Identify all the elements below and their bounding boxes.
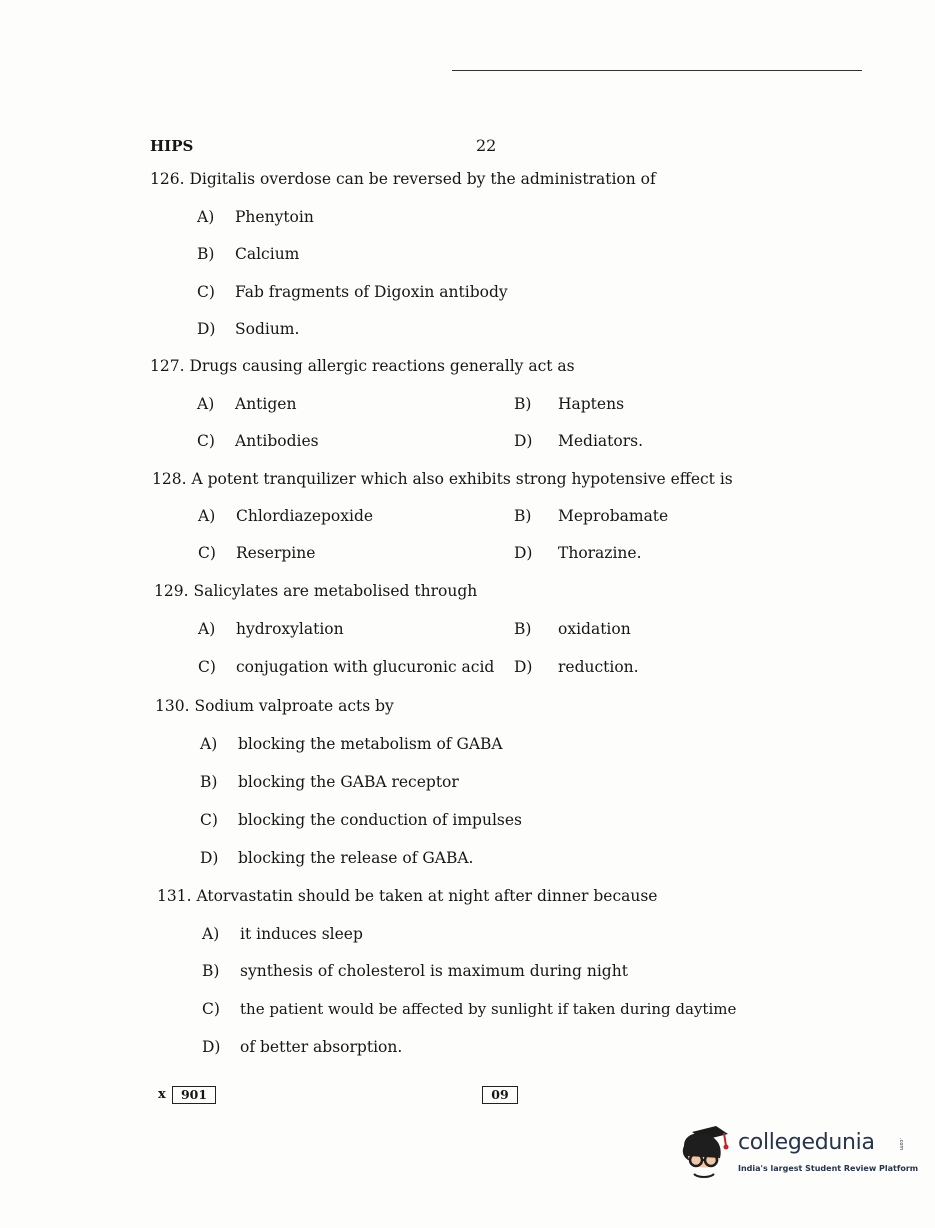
option-131-b: B) synthesis of cholesterol is maximum during night — [202, 962, 628, 980]
question-128 — [152, 470, 733, 488]
option-128-c: C) Reserpine — [198, 544, 316, 562]
top-rule — [452, 70, 862, 71]
option-126-b: B) Calcium — [197, 245, 300, 263]
option-127-c: C) Antibodies — [197, 432, 319, 450]
mascot-icon — [676, 1120, 734, 1182]
question-text: A potent tranquilizer which also exhibits strong hypotensive effect is — [191, 470, 733, 488]
option-128-d: D) Thorazine. — [514, 544, 642, 562]
question-text: Digitalis overdose can be reversed by the administration of — [189, 170, 656, 188]
option-131-d: D) of better absorption. — [202, 1038, 403, 1056]
option-128-a: A) Chlordiazepoxide — [198, 507, 374, 525]
option-128-b: B) Meprobamate — [514, 507, 669, 525]
logo-tagline: India's largest Student Review Platform — [738, 1164, 919, 1173]
question-131 — [157, 887, 657, 905]
option-131-c: C) the patient would be affected by sunlight if taken during daytime — [202, 1000, 737, 1018]
series-letter: x — [158, 1087, 166, 1102]
sheet-number-box: 09 — [482, 1086, 518, 1104]
option-127-b: B) Haptens — [514, 395, 625, 413]
question-text: Sodium valproate acts by — [194, 697, 394, 715]
option-126-d: D) Sodium. — [197, 320, 300, 338]
option-130-d: D) blocking the release of GABA. — [200, 849, 474, 867]
question-127 — [150, 357, 575, 375]
option-129-d: D) reduction. — [514, 658, 639, 676]
question-126 — [150, 170, 656, 188]
option-130-c: C) blocking the conduction of impulses — [200, 811, 522, 829]
question-number: 130. — [155, 697, 190, 715]
question-number: 128. — [152, 470, 187, 488]
option-129-b: B) oxidation — [514, 620, 631, 638]
option-129-c: C) conjugation with glucuronic acid — [198, 658, 495, 676]
collegedunia-logo — [676, 1120, 919, 1180]
question-number: 129. — [154, 582, 189, 600]
page-number: 22 — [476, 136, 497, 155]
header-code: HIPS — [150, 137, 194, 155]
question-text: Atorvastatin should be taken at night after dinner because — [196, 887, 658, 905]
option-127-a: A) Antigen — [197, 395, 297, 413]
paper-code-box: 901 — [172, 1086, 216, 1104]
option-126-c: C) Fab fragments of Digoxin antibody — [197, 283, 508, 301]
question-number: 127. — [150, 357, 185, 375]
question-number: 131. — [157, 887, 192, 905]
option-129-a: A) hydroxylation — [198, 620, 344, 638]
logo-suffix: .com — [898, 1138, 904, 1151]
question-number: 126. — [150, 170, 185, 188]
option-131-a: A) it induces sleep — [202, 925, 363, 943]
option-130-b: B) blocking the GABA receptor — [200, 773, 459, 791]
question-129 — [154, 582, 477, 600]
question-text: Drugs causing allergic reactions generally act as — [189, 357, 575, 375]
option-127-d: D) Mediators. — [514, 432, 644, 450]
option-126-a: A) Phenytoin — [197, 208, 314, 226]
logo-wordmark: collegedunia — [738, 1130, 875, 1155]
question-130 — [155, 697, 394, 715]
question-text: Salicylates are metabolised through — [193, 582, 478, 600]
option-130-a: A) blocking the metabolism of GABA — [200, 735, 503, 753]
